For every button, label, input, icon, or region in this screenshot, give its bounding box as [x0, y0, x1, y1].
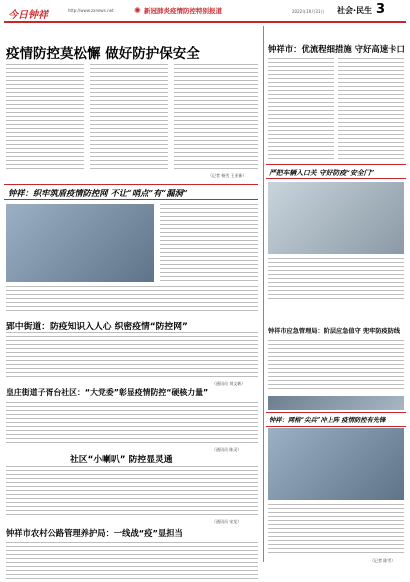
article-7-headline: 钟祥市应急管理局：阶层应急值守 兜牢防疫防线	[268, 328, 401, 335]
campaign-label: 新冠肺炎疫情防控特别报道	[144, 7, 222, 15]
article-8-headline: 社区“小喇叭” 防控显灵通	[70, 455, 173, 465]
article-1-text-col3	[174, 64, 258, 172]
article-9-photo	[268, 428, 404, 500]
article-6-byline: （通讯员 陈灵）	[212, 447, 242, 452]
article-9-banner	[266, 412, 406, 427]
issue-date: 2022年10月31日	[292, 9, 325, 14]
article-4-headline: 严把车辆入口关 守好防疫“安全门”	[269, 169, 375, 177]
article-2-banner	[4, 184, 258, 200]
article-2-text-right	[160, 204, 258, 282]
left-column	[0, 24, 262, 567]
column-divider	[263, 26, 264, 562]
article-1-text-col1	[6, 64, 84, 172]
article-6-text	[6, 402, 258, 446]
article-7-photo	[268, 396, 404, 410]
page-number: 3	[376, 2, 386, 17]
article-5-headline: 郢中街道：防疫知识入人心 织密疫情“防控网”	[6, 322, 188, 332]
section-name: 社会·民生	[337, 6, 373, 15]
right-column	[266, 24, 410, 567]
article-6-headline: 皇庄街道子胥台社区：“大党委”彰显疫情防控“硬核力量”	[6, 388, 209, 397]
article-9-headline: 钟祥：网格“尖兵”冲上阵 疫情防控有先锋	[269, 417, 386, 424]
masthead-rule	[4, 21, 406, 23]
article-4-banner	[266, 164, 406, 179]
article-3-text-col1	[268, 58, 334, 160]
article-2-photo	[6, 204, 154, 282]
article-4-photo	[268, 182, 404, 254]
article-10-headline: 钟祥市农村公路管理养护局：一线战“疫”显担当	[6, 528, 183, 538]
article-8-byline: （通讯员 宋龙）	[212, 519, 242, 524]
newspaper-logo: 今日钟祥	[8, 10, 48, 21]
article-1-text-col2	[90, 64, 168, 172]
article-2-text-bottom	[6, 286, 258, 312]
article-5-text	[6, 332, 258, 380]
article-3-text-col2	[338, 58, 404, 160]
article-2-headline: 钟祥：织牢筑盾疫情防控网 不让“哨点”有“漏洞”	[8, 188, 188, 198]
article-7-text	[268, 340, 404, 392]
article-3-headline: 钟祥市：优流程细措施 守好高速卡口	[268, 44, 405, 54]
virus-icon: ✺	[134, 6, 141, 15]
article-9-text	[268, 504, 404, 556]
article-10-text	[6, 542, 258, 582]
website-url: http://www.zxnews.net	[68, 8, 114, 13]
campaign-banner	[134, 5, 264, 17]
article-8-text	[6, 466, 258, 518]
article-5-byline: （通讯员 刘文新）	[212, 381, 246, 386]
article-4-text	[268, 258, 404, 302]
article-1-byline: （记者 杨雪 王亚新）	[208, 173, 247, 178]
masthead	[0, 0, 410, 24]
article-9-byline: （记者 陈雪）	[370, 558, 396, 563]
article-1-headline: 疫情防控莫松懈 做好防护保安全	[6, 46, 200, 62]
